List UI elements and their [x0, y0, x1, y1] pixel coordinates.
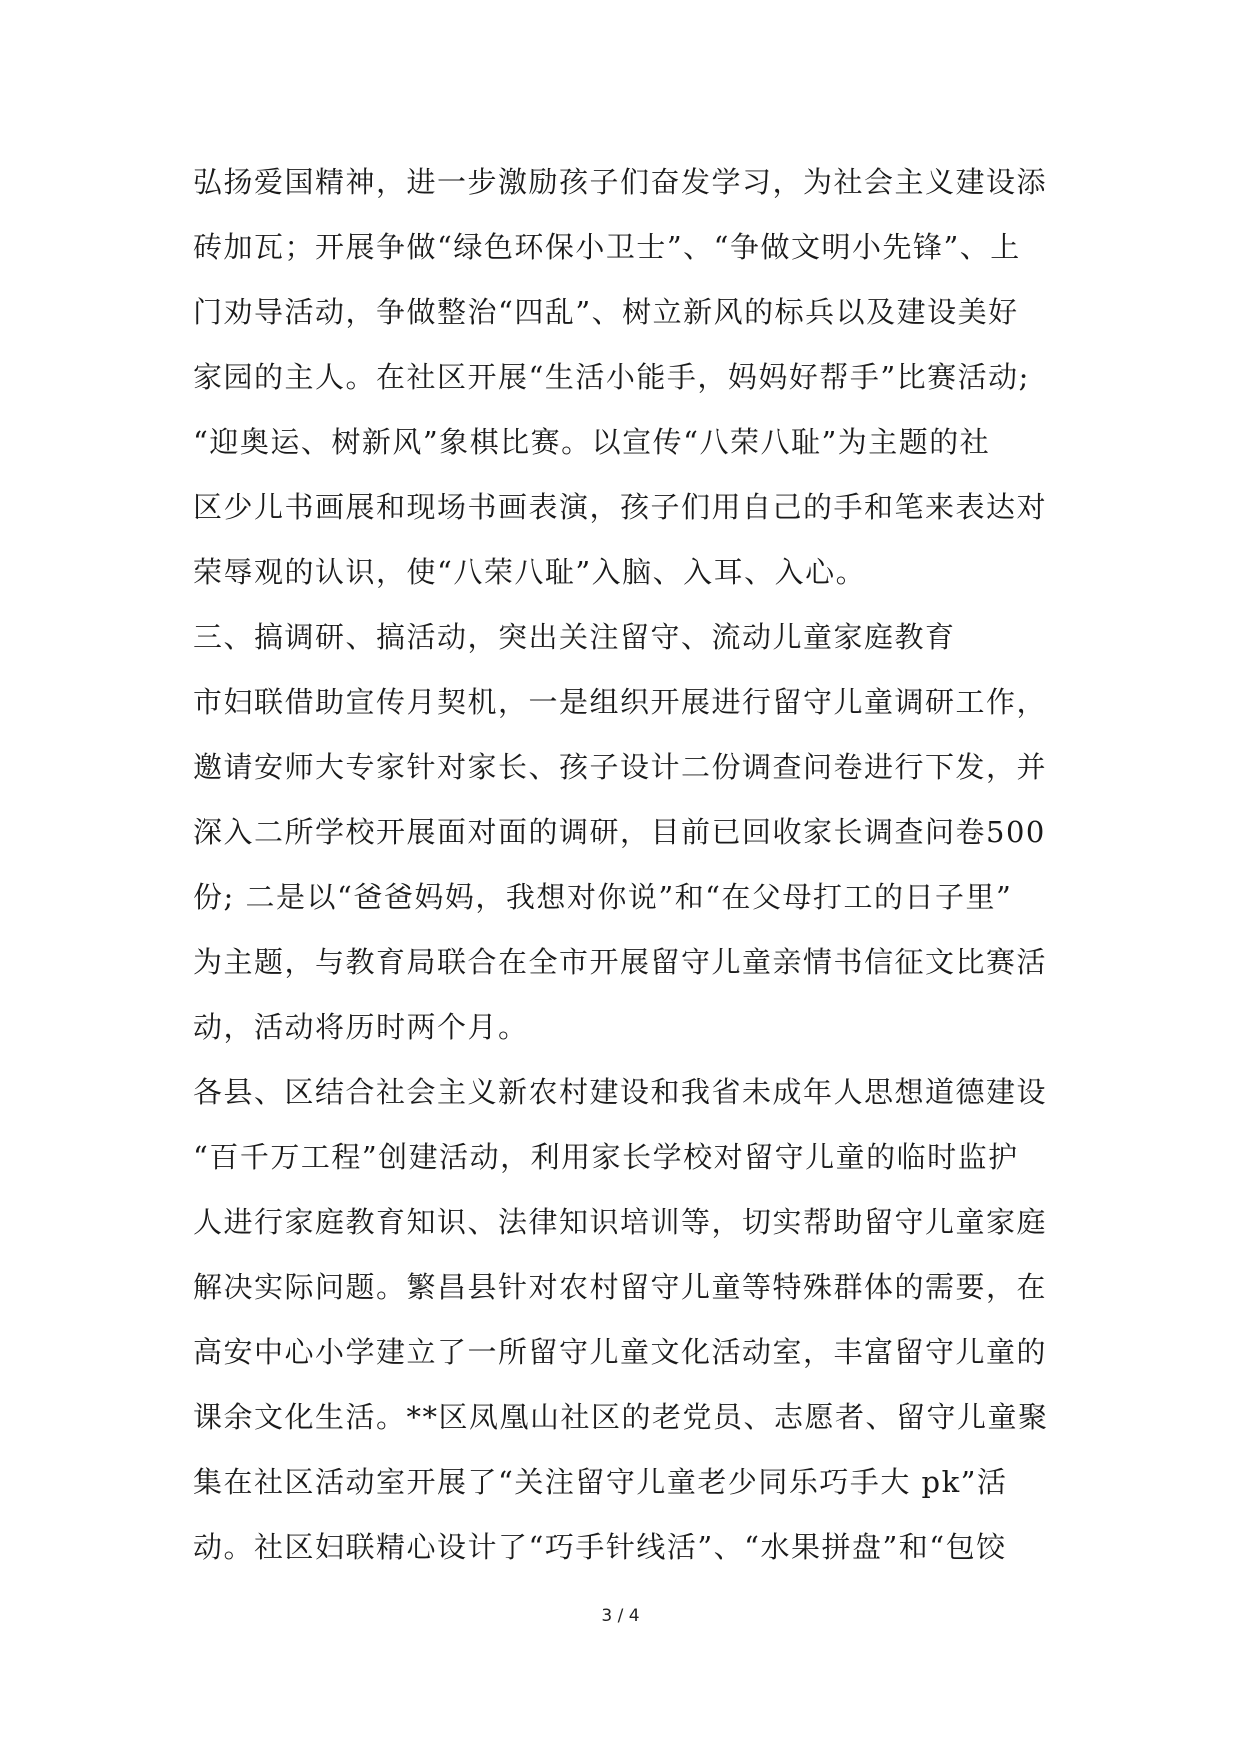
- text-line: 为主题，与教育局联合在全市开展留守儿童亲情书信征文比赛活: [193, 945, 1048, 979]
- text-line: 动。社区妇联精心设计了“巧手针线活”、“水果拼盘”和“包饺: [193, 1530, 1007, 1564]
- text-line: 人进行家庭教育知识、法律知识培训等，切实帮助留守儿童家庭: [193, 1205, 1048, 1239]
- text-line: 动，活动将历时两个月。: [193, 1010, 529, 1044]
- text-line: 课余文化生活。**区凤凰山社区的老党员、志愿者、留守儿童聚: [193, 1400, 1049, 1434]
- text-line: 份; 二是以“爸爸妈妈，我想对你说”和“在父母打工的日子里”: [193, 880, 1013, 914]
- text-line: “迎奥运、树新风”象棋比赛。以宣传“八荣八耻”为主题的社: [193, 425, 991, 459]
- text-line: 集在社区活动室开展了“关注留守儿童老少同乐巧手大 pk”活: [193, 1465, 1008, 1499]
- page-number: 3 / 4: [601, 1606, 640, 1626]
- text-line: 家园的主人。在社区开展“生活小能手，妈妈好帮手”比赛活动;: [193, 360, 1030, 394]
- text-line: 邀请安师大专家针对家长、孩子设计二份调查问卷进行下发，并: [193, 750, 1048, 784]
- text-line: 荣辱观的认识，使“八荣八耻”入脑、入耳、入心。: [193, 555, 867, 589]
- body-text: [193, 150, 1063, 1580]
- text-line: 市妇联借助宣传月契机，一是组织开展进行留守儿童调研工作，: [193, 685, 1048, 719]
- section-heading: 三、搞调研、搞活动，突出关注留守、流动儿童家庭教育: [193, 620, 956, 654]
- text-line: “百千万工程”创建活动，利用家长学校对留守儿童的临时监护: [193, 1140, 1019, 1174]
- text-line: 门劝导活动，争做整治“四乱”、树立新风的标兵以及建设美好: [193, 295, 1019, 329]
- text-line: 高安中心小学建立了一所留守儿童文化活动室，丰富留守儿童的: [193, 1335, 1048, 1369]
- text-line: 弘扬爱国精神，进一步激励孩子们奋发学习，为社会主义建设添: [193, 165, 1048, 199]
- text-line: 各县、区结合社会主义新农村建设和我省未成年人思想道德建设: [193, 1075, 1048, 1109]
- text-line: 解决实际问题。繁昌县针对农村留守儿童等特殊群体的需要，在: [193, 1270, 1048, 1304]
- text-line: 砖加瓦；开展争做“绿色环保小卫士”、“争做文明小先锋”、上: [193, 230, 1021, 264]
- text-line: 区少儿书画展和现场书画表演，孩子们用自己的手和笔来表达对: [193, 490, 1048, 524]
- text-line: 深入二所学校开展面对面的调研，目前已回收家长调查问卷500: [193, 815, 1046, 849]
